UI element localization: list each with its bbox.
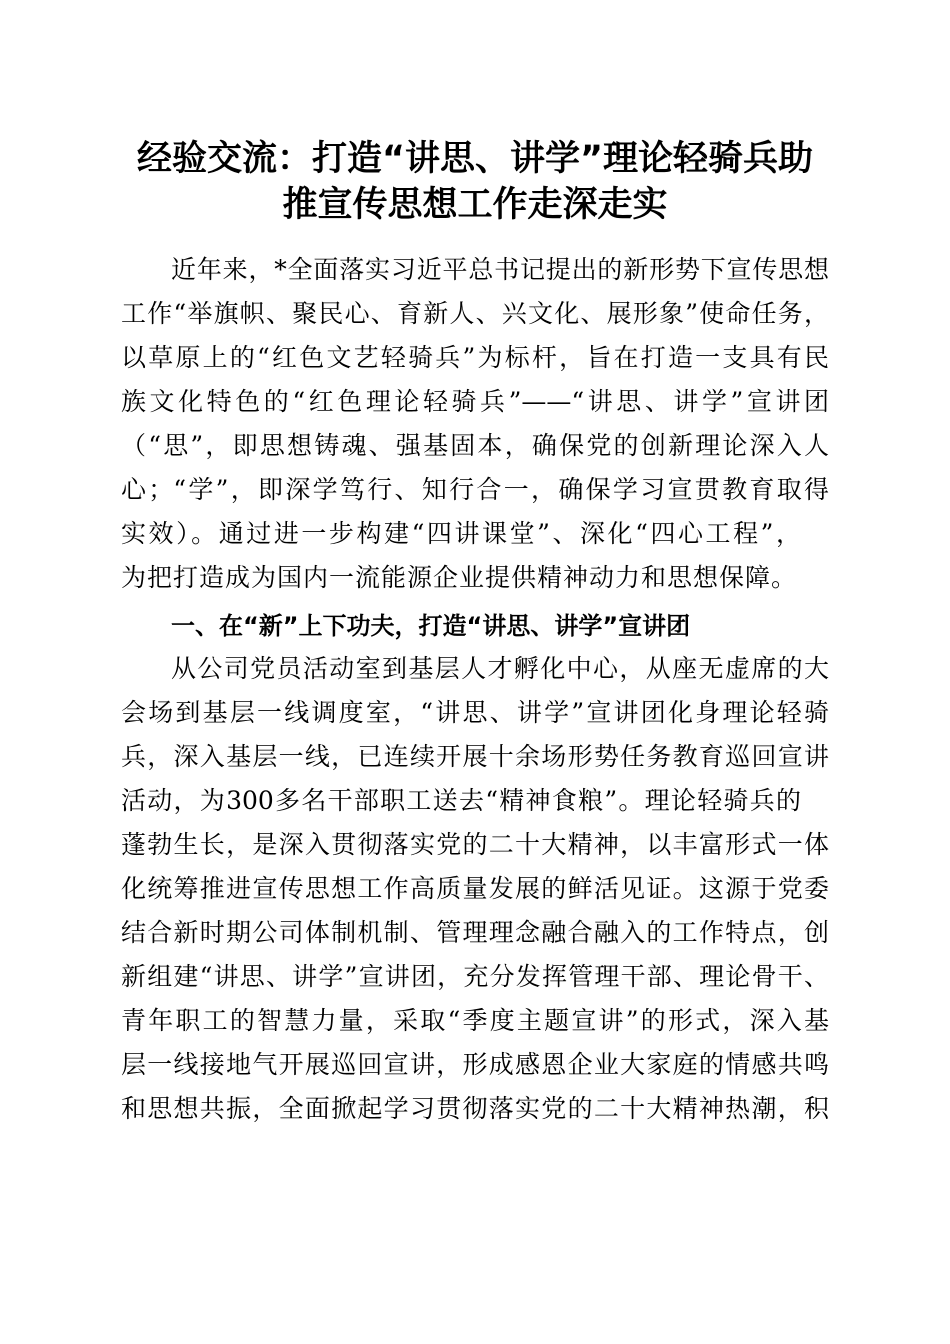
paragraph-2-line: 兵，深入基层一线，已连续开展十余场形势任务教育巡回宣讲 [121, 742, 829, 771]
paragraph-2-line: 从公司党员活动室到基层人才孵化中心，从座无虚席的大 [171, 654, 829, 683]
paragraph-1-line: （“思”，即思想铸魂、强基固本，确保党的创新理论深入人 [121, 431, 829, 460]
paragraph-2-line: 青年职工的智慧力量，采取“季度主题宣讲”的形式，深入基 [121, 1006, 829, 1035]
paragraph-2-line: 蓬勃生长，是深入贯彻落实党的二十大精神，以丰富形式一体 [121, 830, 829, 859]
paragraph-1-line: 为把打造成为国内一流能源企业提供精神动力和思想保障。 [121, 563, 798, 592]
document-title-line-2: 推宣传思想工作走深走实 [282, 185, 668, 225]
document-title-line-1: 经验交流：打造“讲思、讲学”理论轻骑兵助 [136, 139, 813, 179]
paragraph-2-line: 和思想共振，全面掀起学习贯彻落实党的二十大精神热潮，积 [121, 1094, 829, 1123]
paragraph-1-line: 族文化特色的“红色理论轻骑兵”——“讲思、讲学”宣讲团 [121, 387, 829, 416]
paragraph-1-line: 心；“学”，即深学笃行、知行合一，确保学习宣贯教育取得 [121, 475, 829, 504]
paragraph-2-line: 活动，为300多名干部职工送去“精神食粮”。理论轻骑兵的 [121, 786, 801, 815]
paragraph-2-line: 新组建“讲思、讲学”宣讲团，充分发挥管理干部、理论骨干、 [121, 962, 829, 991]
paragraph-2-line: 会场到基层一线调度室，“讲思、讲学”宣讲团化身理论轻骑 [121, 698, 829, 727]
paragraph-2-line: 结合新时期公司体制机制、管理理念融合融入的工作特点，创 [121, 918, 829, 947]
section-heading: 一、在“新”上下功夫，打造“讲思、讲学”宣讲团 [171, 612, 691, 640]
paragraph-2-line: 层一线接地气开展巡回宣讲，形成感恩企业大家庭的情感共鸣 [121, 1050, 829, 1079]
paragraph-1-line: 以草原上的“红色文艺轻骑兵”为标杆，旨在打造一支具有民 [121, 343, 829, 372]
paragraph-1-line: 近年来，*全面落实习近平总书记提出的新形势下宣传思想 [171, 255, 829, 284]
paragraph-1-line: 实效）。通过进一步构建“四讲课堂”、深化“四心工程”， [121, 519, 801, 548]
paragraph-2-line: 化统筹推进宣传思想工作高质量发展的鲜活见证。这源于党委 [121, 874, 829, 903]
paragraph-1-line: 工作“举旗帜、聚民心、育新人、兴文化、展形象”使命任务， [121, 299, 829, 328]
